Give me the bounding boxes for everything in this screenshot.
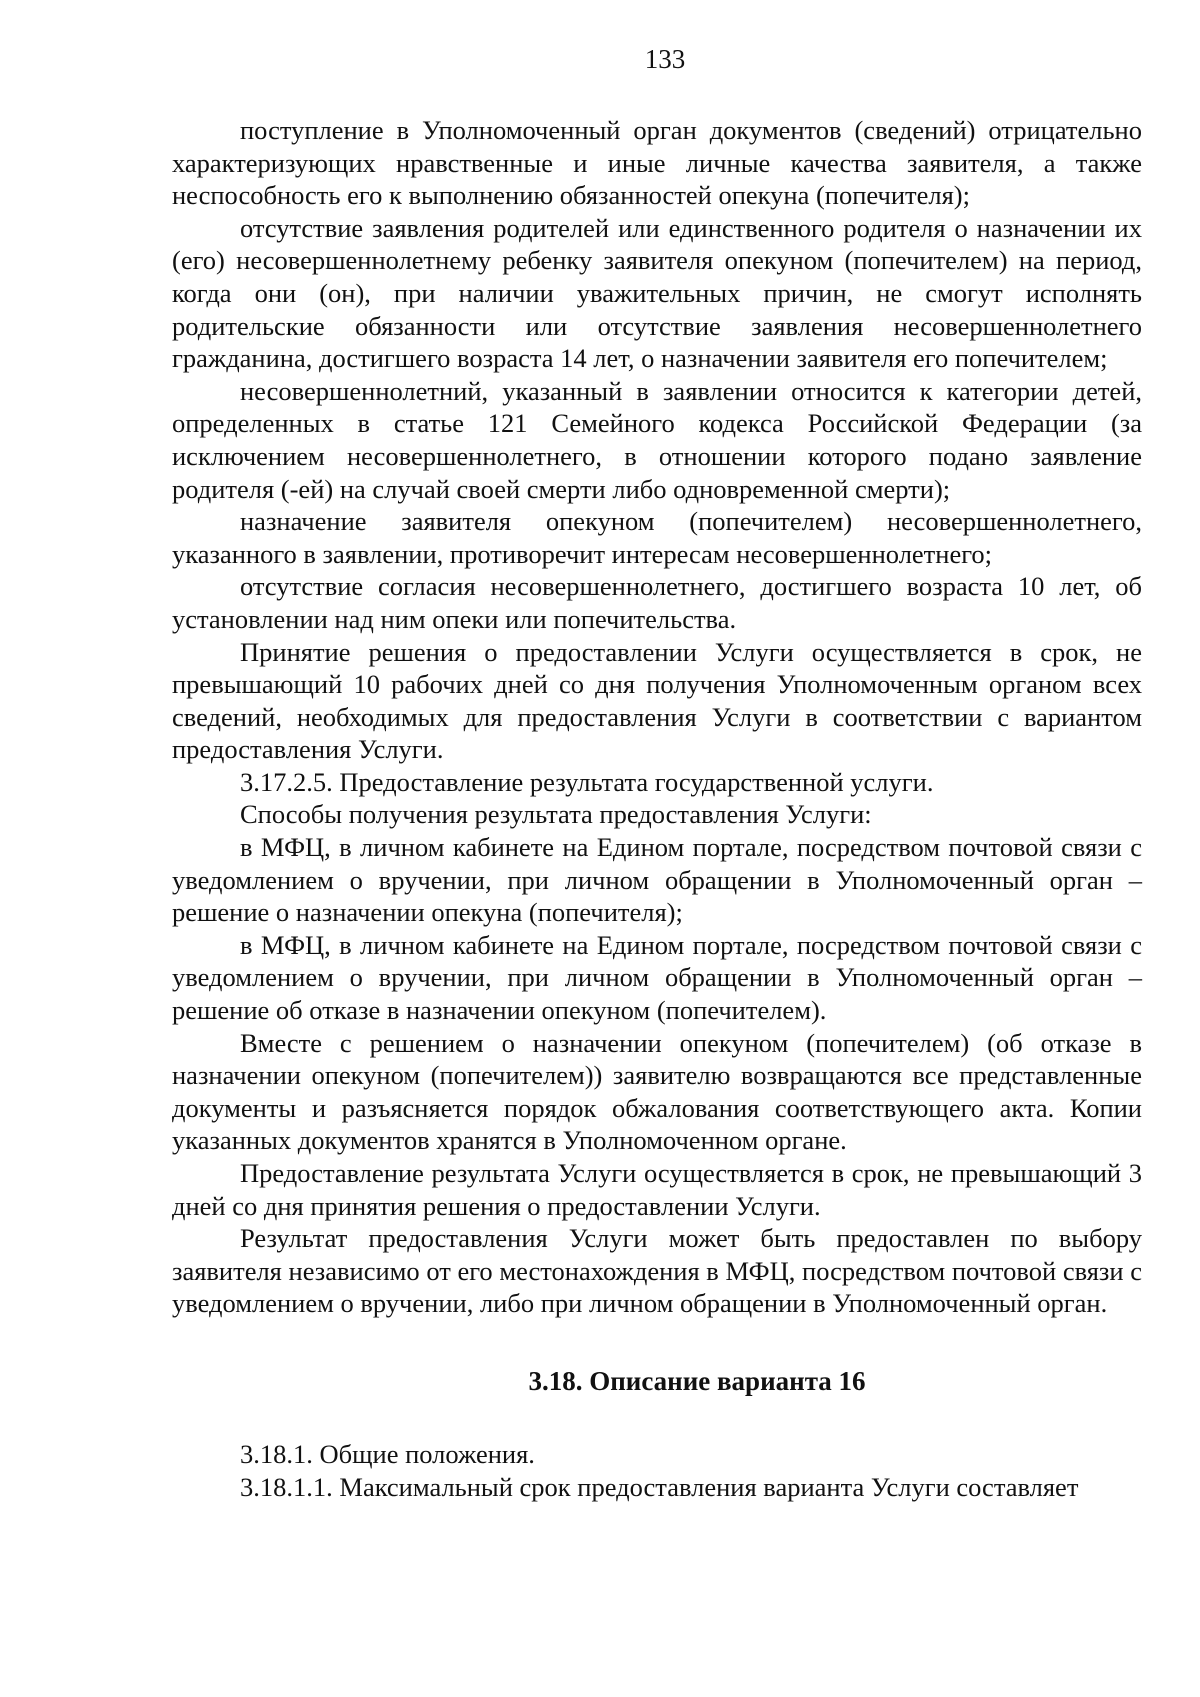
paragraph-13: Результат предоставления Услуги может быть предоставлен по выбору заявителя независимо от его местонахождения в МФЦ, посредством почтовой связи с уведомлением о вручении, либо при личном обращении в Уполномоченный орган. bbox=[172, 1223, 1142, 1319]
page-number: 133 bbox=[644, 44, 686, 74]
paragraph-12: Предоставление результата Услуги осуществляется в срок, не превышающий 3 дней со дня принятия решения о предоставлении Услуги. bbox=[172, 1158, 1142, 1221]
paragraph-1: поступление в Уполномоченный орган документов (сведений) отрицательно характеризующих нравственные и иные личные качества заявителя, а также неспособность его к выполнению обязанностей опекуна (попечителя); bbox=[172, 115, 1142, 211]
document-body bbox=[172, 114, 1142, 1503]
paragraph-3: несовершеннолетний, указанный в заявлении относится к категории детей, определенных в статье 121 Семейного кодекса Российской Федерации (за исключением несовершеннолетнего, в отношении которого подано заявление родителя (-ей) на случай своей смерти либо одновременной смерти); bbox=[172, 375, 1142, 504]
section-heading: 3.18. Описание варианта 16 bbox=[528, 1365, 866, 1396]
paragraph-14: 3.18.1. Общие положения. bbox=[240, 1438, 535, 1469]
paragraph-10: в МФЦ, в личном кабинете на Едином портале, посредством почтовой связи с уведомлением о вручении, при личном обращении в Уполномоченный орган – решение об отказе в назначении опекуном (попечителем). bbox=[172, 929, 1142, 1026]
paragraph-9: в МФЦ, в личном кабинете на Едином портале, посредством почтовой связи с уведомлением о вручении, при личном обращении в Уполномоченный орган – решение о назначении опекуна (попечителя); bbox=[172, 832, 1142, 928]
paragraph-15: 3.18.1.1. Максимальный срок предоставления варианта Услуги составляет bbox=[240, 1471, 1079, 1502]
paragraph-6: Принятие решения о предоставлении Услуги осуществляется в срок, не превышающий 10 рабочих дней со дня получения Уполномоченным органом всех сведений, необходимых для предоставления Услуги в соответствии с вариантом предоставления Услуги. bbox=[172, 636, 1142, 765]
paragraph-7: 3.17.2.5. Предоставление результата государственной услуги. bbox=[240, 766, 934, 797]
paragraph-8: Способы получения результата предоставления Услуги: bbox=[240, 799, 872, 830]
paragraph-5: отсутствие согласия несовершеннолетнего, достигшего возраста 10 лет, об установлении над ним опеки или попечительства. bbox=[172, 571, 1142, 634]
paragraph-4: назначение заявителя опекуном (попечителем) несовершеннолетнего, указанного в заявлении, противоречит интересам несовершеннолетнего; bbox=[172, 506, 1142, 569]
paragraph-2: отсутствие заявления родителей или единственного родителя о назначении их (его) несовершеннолетнему ребенку заявителя опекуном (попечителем) на период, когда они (он), при наличии уважительных причин, не смогут исполнять родительские обязанности или отсутствие заявления несовершеннолетнего гражданина, достигшего возраста 14 лет, о назначении заявителя его попечителем; bbox=[172, 212, 1142, 374]
paragraph-11: Вместе с решением о назначении опекуном (попечителем) (об отказе в назначении опекуном (попечителем)) заявителю возвращаются все представленные документы и разъясняется порядок обжалования соответствующего акта. Копии указанных документов хранятся в Уполномоченном органе. bbox=[172, 1027, 1142, 1156]
